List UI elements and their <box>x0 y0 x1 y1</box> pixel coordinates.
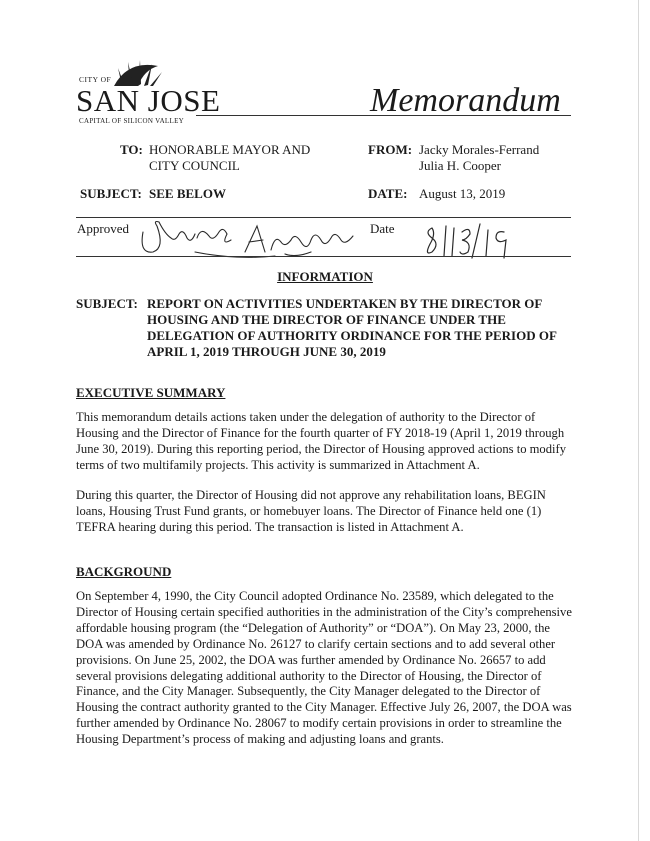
approved-label: Approved <box>77 221 129 236</box>
background-heading: BACKGROUND <box>76 564 172 579</box>
scan-edge <box>638 0 639 841</box>
background-paragraph-1: On September 4, 1990, the City Council adopted Ordinance No. 23589, which delegated to the Director of Housing certain specified authorities in the administration of the City’s comprehensive affordable housing program (the “Delegation of Authority” or “DOA”). On May 23, 2000, the DOA was amended by Ordinance No. 26127 to clarify certain sections and to add several other provisions. On June 25, 2002, the DOA was further amended by Ordinance No. 26657 to add several provisions delegating additional authority to the Director of Housing, the Director of Finance, and the City Manager. Subsequently, the City Manager delegated to the Director of Housing the contract authority granted to the City Manager. Effective July 26, 2007, the DOA was further amended by Ordinance No. 28067 to modify certain provisions in order to streamline the Housing Department’s process of making and adjusting loans and grants. <box>76 589 572 747</box>
approval-date-label: Date <box>370 221 395 236</box>
approval-date-handwritten <box>422 222 522 260</box>
date-label-header: DATE: <box>368 186 408 201</box>
approval-rule-bottom <box>76 256 571 257</box>
from-label: FROM: <box>368 142 413 157</box>
to-value-line-1: HONORABLE MAYOR AND <box>149 142 311 157</box>
city-name: SAN JOSE <box>76 83 221 118</box>
date-value-header: August 13, 2019 <box>419 186 506 201</box>
from-value-line-2: Julia H. Cooper <box>419 158 501 173</box>
city-tagline: CAPITAL OF SILICON VALLEY <box>79 117 185 125</box>
memorandum-title: Memorandum <box>370 82 561 119</box>
subject-label-header: SUBJECT: <box>80 186 142 201</box>
to-value-line-2: CITY COUNCIL <box>149 158 240 173</box>
subject-value-header: SEE BELOW <box>149 186 226 201</box>
executive-summary-paragraph-2: During this quarter, the Director of Housing did not approve any rehabilitation loans, BEGIN loans, Housing Trust Fund grants, or homebuyer loans. The Director of Finance held one (1) TEFRA hearing during this period. The transaction is listed in Attachment A. <box>76 488 546 534</box>
to-label: TO: <box>120 142 143 157</box>
from-value-line-1: Jacky Morales-Ferrand <box>419 142 540 157</box>
subject-text: REPORT ON ACTIVITIES UNDERTAKEN BY THE DIRECTOR OF HOUSING AND THE DIRECTOR OF FINANCE UNDER THE DELEGATION OF AUTHORITY ORDINANCE FOR THE PERIOD OF APRIL 1, 2019 THROUGH JUNE 30, 2019 <box>147 296 557 359</box>
title-rule <box>196 115 571 116</box>
approval-signature <box>135 212 365 262</box>
information-heading: INFORMATION <box>277 269 373 284</box>
subject-label: SUBJECT: <box>76 296 138 311</box>
executive-summary-paragraph-1: This memorandum details actions taken under the delegation of authority to the Director of Housing and the Director of Finance for the fourth quarter of FY 2018-19 (April 1, 2019 through June 30, 2019). During this reporting period, the Director of Housing approved actions to modify terms of two multifamily projects. This activity is summarized in Attachment A. <box>76 410 567 472</box>
city-of-label: CITY OF <box>79 75 112 84</box>
executive-summary-heading: EXECUTIVE SUMMARY <box>76 385 226 400</box>
